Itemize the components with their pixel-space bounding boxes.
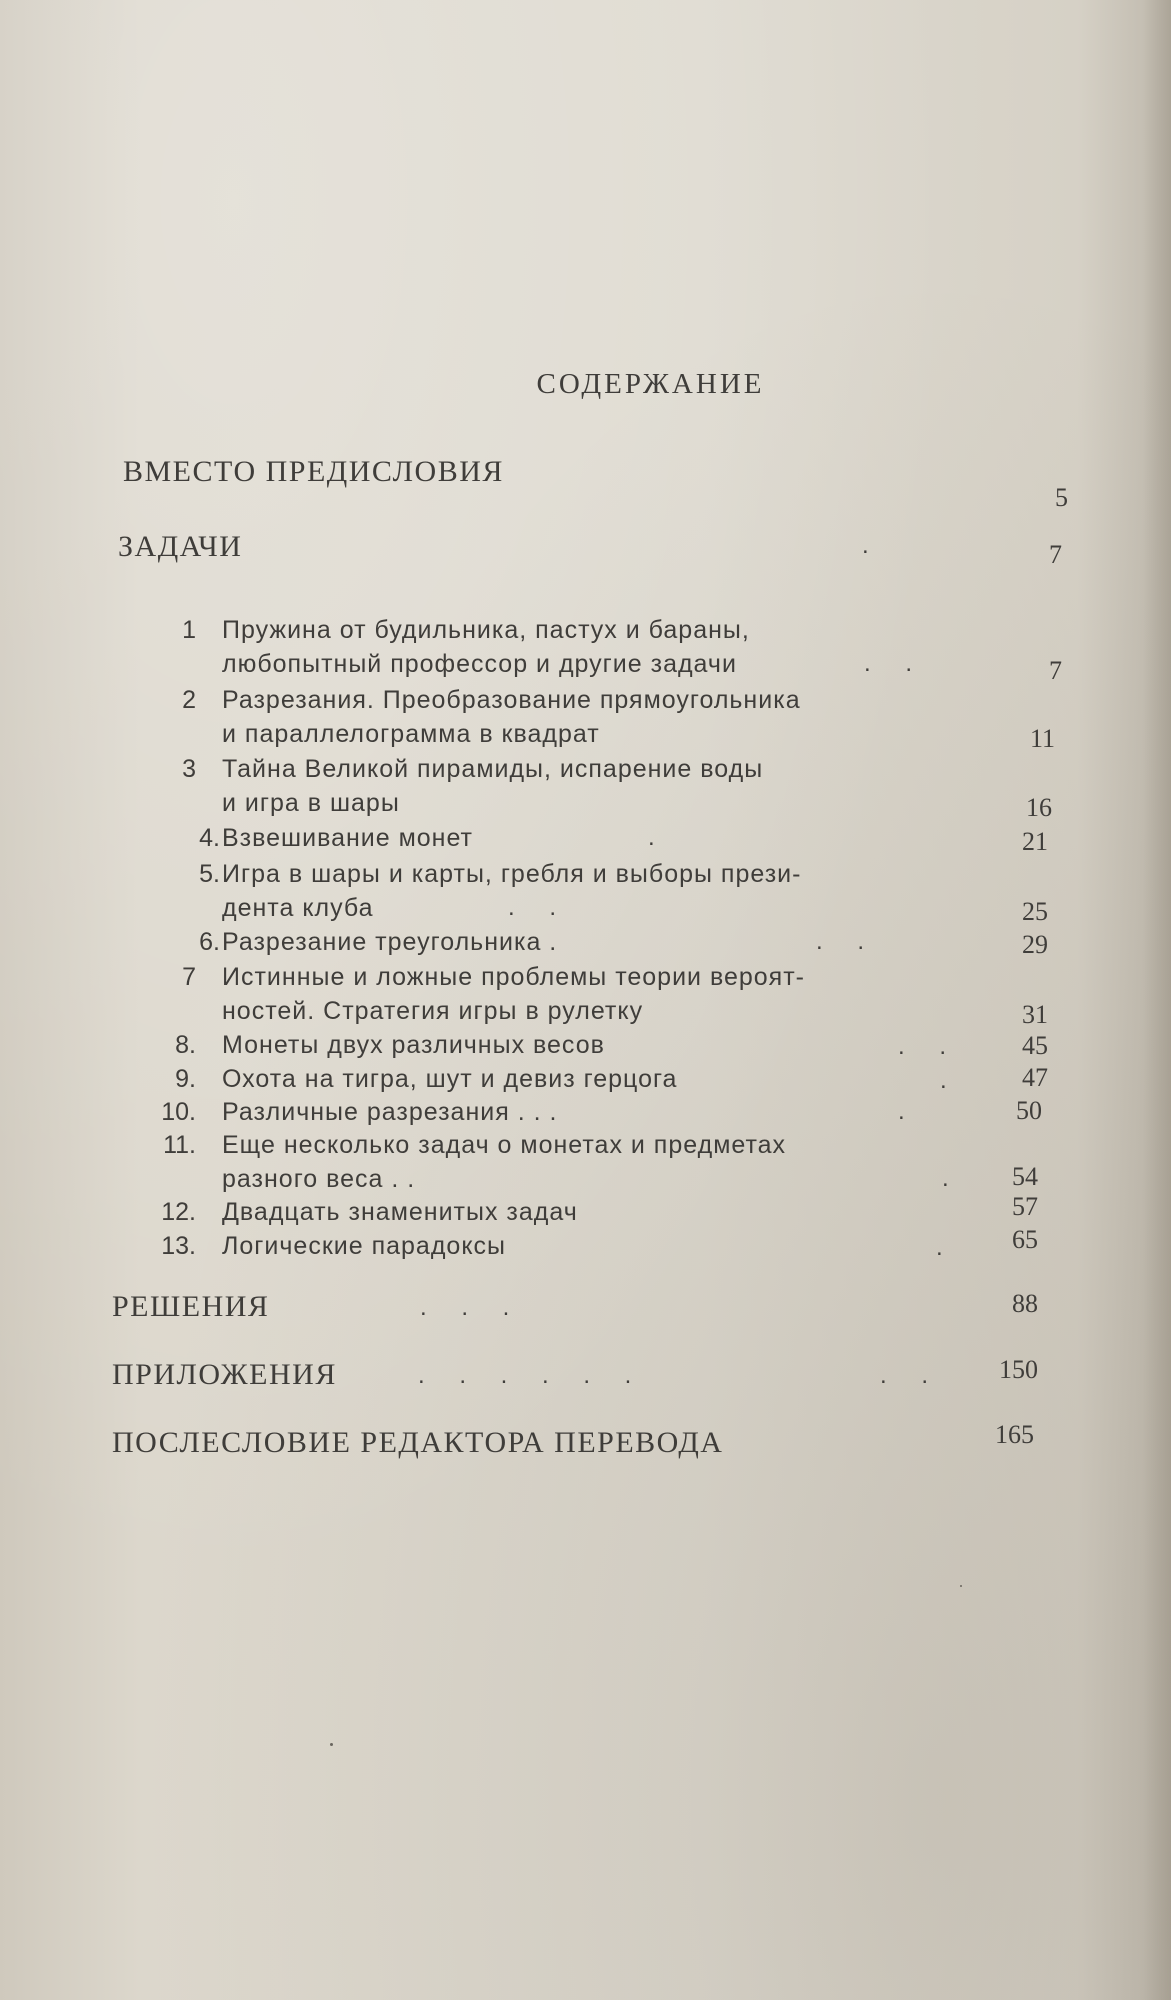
- chapter-title-line: Тайна Великой пирамиды, испарение воды: [222, 755, 764, 783]
- chapter-title-line: Логические парадоксы: [222, 1232, 507, 1260]
- chapter-number: 2: [182, 686, 196, 714]
- chapter-number: 12.: [161, 1198, 196, 1226]
- chapter-leader: .: [940, 1067, 961, 1094]
- chapter-title-line: Двадцать знаменитых задач: [222, 1198, 578, 1226]
- chapter-number: 6.: [199, 928, 220, 956]
- chapter-title-line: и игра в шары: [222, 789, 400, 817]
- chapter-title-line: Разрезания. Преобразование прямоугольника: [222, 686, 801, 714]
- chapter-title-line: и параллелограмма в квадрат: [222, 720, 600, 748]
- chapter-leader: . .: [898, 1033, 961, 1060]
- section-page-solutions: 88: [1012, 1289, 1038, 1318]
- chapter-leader: .: [648, 824, 669, 851]
- chapter-page: 29: [1022, 930, 1048, 959]
- chapter-page: 57: [1012, 1192, 1038, 1221]
- chapter-number: 10.: [161, 1098, 196, 1126]
- chapter-title-line: Разрезание треугольника .: [222, 928, 558, 956]
- chapter-title-line: любопытный профессор и другие задачи: [222, 650, 737, 678]
- chapter-title-line: ностей. Стратегия игры в рулетку: [222, 997, 644, 1025]
- chapter-title-line: Монеты двух различных весов: [222, 1031, 605, 1059]
- chapter-number: 5.: [199, 860, 220, 888]
- section-leader-solutions: . . .: [420, 1294, 524, 1321]
- section-leader-problems: .: [862, 532, 883, 559]
- chapter-number: 8.: [175, 1031, 196, 1059]
- chapter-page: 25: [1022, 897, 1048, 926]
- chapter-page: 65: [1012, 1225, 1038, 1254]
- chapter-leader: . .: [864, 650, 927, 677]
- chapter-page: 11: [1029, 724, 1055, 753]
- chapter-number: 4.: [199, 824, 220, 852]
- chapter-title-line: Охота на тигра, шут и девиз герцога: [222, 1065, 678, 1093]
- section-title-appendices: ПРИЛОЖЕНИЯ: [112, 1358, 337, 1391]
- section-page-appendices: 150: [999, 1355, 1038, 1384]
- chapter-page: 50: [1016, 1096, 1042, 1125]
- section-page-afterword: 165: [995, 1420, 1034, 1449]
- section-leader-appendices: . . . . . .: [418, 1362, 646, 1389]
- section-title-afterword: ПОСЛЕСЛОВИЕ РЕДАКТОРА ПЕРЕВОДА: [112, 1426, 724, 1459]
- section-leader-appendices-right: . .: [880, 1362, 943, 1389]
- chapter-title-line: Пружина от будильника, пастух и бараны,: [222, 616, 750, 644]
- paper-speck: [330, 1743, 333, 1746]
- chapter-page: 47: [1022, 1063, 1048, 1092]
- chapter-number: 13.: [161, 1232, 196, 1260]
- chapter-page: 16: [1026, 793, 1052, 822]
- chapter-title-line: разного веса . .: [222, 1165, 416, 1193]
- chapter-leader: .: [942, 1165, 963, 1192]
- chapter-page: 31: [1022, 1000, 1048, 1029]
- chapter-title-line: Различные разрезания . . .: [222, 1098, 558, 1126]
- chapter-title-line: дента клуба: [222, 894, 374, 922]
- chapter-number: 1: [182, 616, 196, 644]
- chapter-page: 54: [1012, 1162, 1038, 1191]
- section-title-solutions: РЕШЕНИЯ: [112, 1290, 270, 1323]
- chapter-title-line: Еще несколько задач о монетах и предметах: [222, 1131, 787, 1159]
- paper-speck: [960, 1585, 962, 1587]
- chapter-number: 9.: [175, 1065, 196, 1093]
- chapter-title-line: Взвешивание монет: [222, 824, 474, 852]
- section-page-problems: 7: [1049, 540, 1062, 569]
- chapter-leader: .: [936, 1234, 957, 1261]
- page-edge-shadow: [1143, 0, 1171, 2000]
- chapter-page: 21: [1022, 827, 1048, 856]
- chapter-number: 3: [182, 755, 196, 783]
- section-title-problems: ЗАДАЧИ: [118, 530, 243, 563]
- section-title-preface: ВМЕСТО ПРЕДИСЛОВИЯ: [123, 455, 504, 488]
- chapter-leader: .: [898, 1098, 919, 1125]
- chapter-number: 7: [182, 963, 196, 991]
- toc-title: СОДЕРЖАНИЕ: [536, 368, 765, 400]
- chapter-leader: . .: [816, 928, 879, 955]
- chapter-page: 45: [1022, 1031, 1048, 1060]
- chapter-leader: . .: [508, 894, 571, 921]
- chapter-title-line: Истинные и ложные проблемы теории вероят-: [222, 963, 805, 991]
- section-page-preface: 5: [1055, 483, 1068, 512]
- chapter-page: 7: [1049, 656, 1062, 685]
- chapter-title-line: Игра в шары и карты, гребля и выборы прези-: [222, 860, 802, 888]
- chapter-number: 11.: [163, 1131, 196, 1159]
